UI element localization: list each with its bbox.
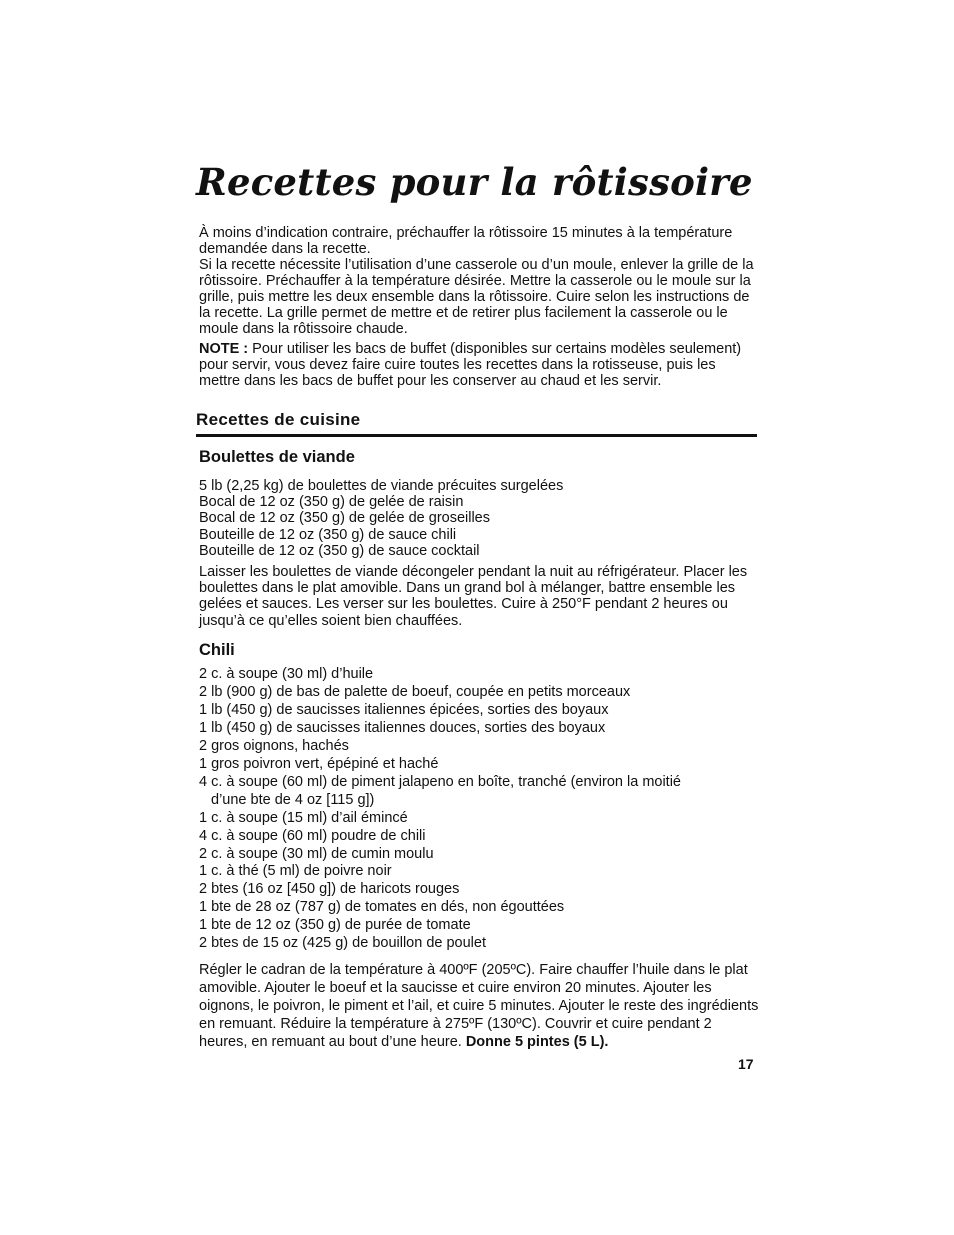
ingredient-item-continuation: d’une bte de 4 oz [115 g]) <box>211 791 375 808</box>
recipe-heading-chili: Chili <box>199 641 235 659</box>
ingredient-item: Bocal de 12 oz (350 g) de gelée de groseilles <box>199 510 490 527</box>
note-text: Pour utiliser les bacs de buffet (disponibles sur certains modèles seulement) pour servir, vous devez faire cuire toutes les recettes dans la rotisseuse, puis les mettre dans les bacs de buffet pour les conserver au chaud et les servir. <box>199 341 742 389</box>
ingredient-item: Bouteille de 12 oz (350 g) de sauce cocktail <box>199 542 480 559</box>
ingredient-item: 2 btes (16 oz [450 g]) de haricots rouges <box>199 881 460 898</box>
method-text: Laisser les boulettes de viande décongeler pendant la nuit au réfrigérateur. Placer les boulettes dans le plat amovible. Dans un grand bol à mélanger, battre ensemble les gelées et sauces. Les verser sur les boulettes. Cuire à 250°F pendant 2 heures ou jusqu’à ce qu’elles soient bien chauffées. <box>199 564 748 629</box>
method-chili <box>199 961 759 1051</box>
intro-paragraph: Si la recette nécessite l’utilisation d’une casserole ou d’un moule, enlever la grille de la rôtissoire. Préchauffer à la température désirée. Mettre la casserole ou le moule sur la grille, puis mettre les deux ensemble dans la rôtissoire. Cuire selon les instructions de la recette. La grille permet de mettre et de retirer plus facilement la casserole ou le moule dans la rôtissoire chaude. <box>199 257 754 337</box>
ingredient-item: 2 c. à soupe (30 ml) d’huile <box>199 666 374 682</box>
recipe-heading-meatballs: Boulettes de viande <box>199 448 355 466</box>
ingredient-item: 1 gros poivron vert, épépiné et haché <box>199 755 439 772</box>
intro-paragraph: À moins d’indication contraire, préchauffer la rôtissoire 15 minutes à la température demandée dans la recette. <box>199 225 733 257</box>
ingredient-item: 4 c. à soupe (60 ml) de piment jalapeno en boîte, tranché (environ la moitié <box>199 773 681 790</box>
note-label: NOTE : <box>199 341 249 357</box>
ingredient-item: 2 lb (900 g) de bas de palette de boeuf, coupée en petits morceaux <box>199 683 631 700</box>
ingredient-item: 1 lb (450 g) de saucisses italiennes douces, sorties des boyaux <box>199 719 606 736</box>
ingredient-item: 1 bte de 28 oz (787 g) de tomates en dés, non égouttées <box>199 899 565 916</box>
ingredient-item: 4 c. à soupe (60 ml) poudre de chili <box>199 827 426 844</box>
yield-text: Donne 5 pintes (5 L). <box>465 1034 609 1050</box>
ingredient-item: 1 c. à soupe (15 ml) d’ail émincé <box>199 809 408 826</box>
ingredient-item: 2 btes de 15 oz (425 g) de bouillon de poulet <box>199 935 486 952</box>
ingredient-item: 5 lb (2,25 kg) de boulettes de viande précuites surgelées <box>199 478 564 494</box>
method-body: Régler le cadran de la température à 400ºF (205ºC). Faire chauffer l’huile dans le plat amovible. Ajouter le boeuf et la saucisse et cuire environ 20 minutes. Ajouter les oignons, le poivron, le piment et l’ail, et cuire 5 minutes. Ajouter le reste des ingrédients en remuant. Réduire la température à 275ºF (130ºC). Couvrir et cuire pendant 2 heures, en remuant au bout d’une heure. <box>199 962 759 1050</box>
ingredient-item: Bouteille de 12 oz (350 g) de sauce chili <box>199 526 457 543</box>
method-meatballs <box>199 564 759 629</box>
ingredient-item: 2 c. à soupe (30 ml) de cumin moulu <box>199 845 434 862</box>
ingredient-list-meatballs <box>199 478 563 559</box>
page-title: Recettes pour la rôtissoire <box>196 160 753 204</box>
ingredient-list-chili <box>199 666 681 953</box>
ingredient-item: 1 c. à thé (5 ml) de poivre noir <box>199 863 392 880</box>
section-heading: Recettes de cuisine <box>196 410 757 437</box>
ingredient-item: 1 bte de 12 oz (350 g) de purée de tomate <box>199 917 471 934</box>
method-text <box>199 961 759 1051</box>
ingredient-item: 2 gros oignons, hachés <box>199 737 349 754</box>
intro-block <box>199 225 759 389</box>
ingredient-item: Bocal de 12 oz (350 g) de gelée de raisin <box>199 494 464 511</box>
note-paragraph <box>199 341 759 389</box>
ingredient-item: 1 lb (450 g) de saucisses italiennes épicées, sorties des boyaux <box>199 701 609 718</box>
page-number: 17 <box>738 1056 754 1072</box>
